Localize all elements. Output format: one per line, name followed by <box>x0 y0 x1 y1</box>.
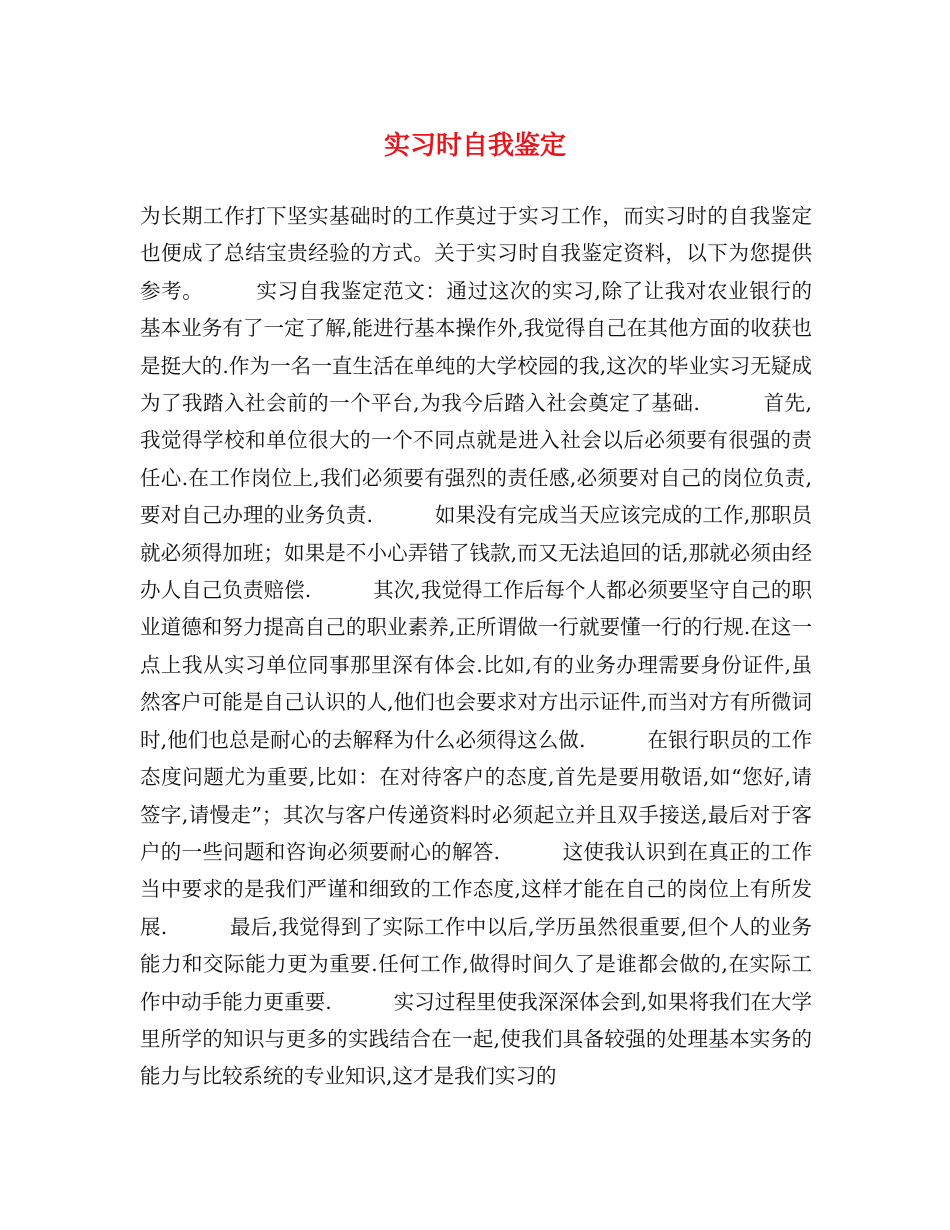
document-body: 为长期工作打下坚实基础时的工作莫过于实习工作，而实习时的自我鉴定也便成了总结宝贵经验的方式。关于实习时自我鉴定资料，以下为您提供参考。 实习自我鉴定范文：通过这次的实习,除了让我对农业银行的基本业务有了一定了解,能进行基本操作外,我觉得自己在其他方面的收获也是挺大的.作为一名一直生活在单纯的大学校园的我,这次的毕业实习无疑成为了我踏入社会前的一个平台,为我今后踏入社会奠定了基础. 首先,我觉得学校和单位很大的一个不同点就是进入社会以后必须要有很强的责任心.在工作岗位上,我们必须要有强烈的责任感,必须要对自己的岗位负责,要对自己办理的业务负责. 如果没有完成当天应该完成的工作,那职员就必须得加班；如果是不小心弄错了钱款,而又无法追回的话,那就必须由经办人自己负责赔偿. 其次,我觉得工作后每个人都必须要坚守自己的职业道德和努力提高自己的职业素养,正所谓做一行就要懂一行的行规.在这一点上我从实习单位同事那里深有体会.比如,有的业务办理需要身份证件,虽然客户可能是自己认识的人,他们也会要求对方出示证件,而当对方有所微词时,他们也总是耐心的去解释为什么必须得这么做. 在银行职员的工作态度问题尤为重要,比如：在对待客户的态度,首先是要用敬语,如“您好,请签字,请慢走”；其次与客户传递资料时必须起立并且双手接送,最后对于客户的一些问题和咨询必须要耐心的解答. 这使我认识到在真正的工作当中要求的是我们严谨和细致的工作态度,这样才能在自己的岗位上有所发展. 最后,我觉得到了实际工作中以后,学历虽然很重要,但个人的业务能力和交际能力更为重要.任何工作,做得时间久了是谁都会做的,在实际工作中动手能力更重要. 实习过程里使我深深体会到,如果将我们在大学里所学的知识与更多的实践结合在一起,使我们具备较强的处理基本实务的能力与比较系统的专业知识,这才是我们实习的 <box>140 204 812 1089</box>
document-title: 实习时自我鉴定 <box>383 131 566 161</box>
